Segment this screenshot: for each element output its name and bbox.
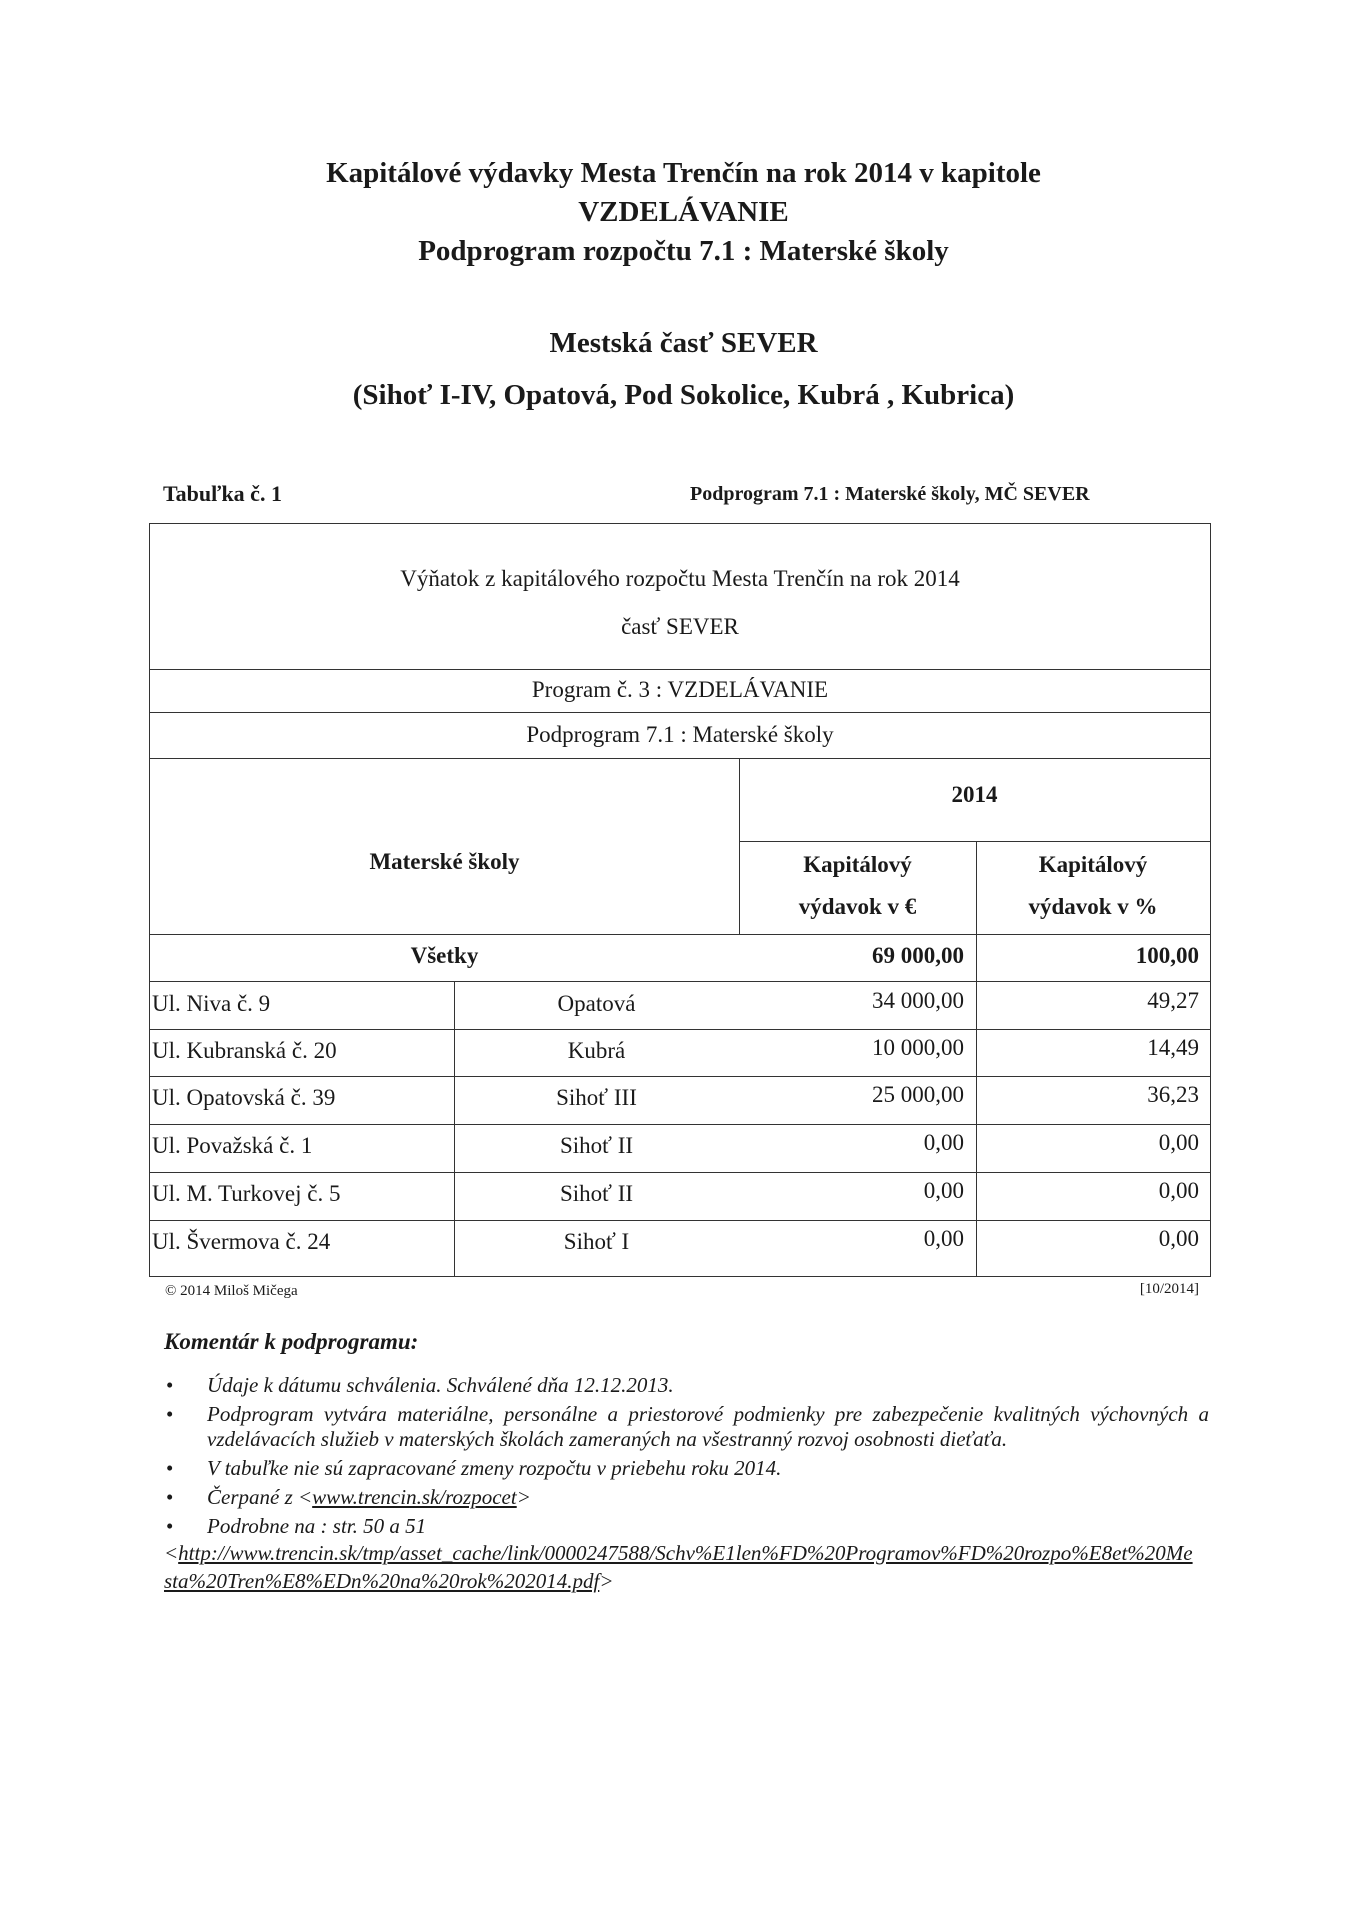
row-area: Sihoť III	[556, 1085, 637, 1110]
divider	[150, 1172, 1210, 1173]
comment-list	[164, 1373, 1209, 1595]
comment-text: Údaje k dátumu schválenia. Schválené dňa 12.12.2013.	[207, 1373, 674, 1397]
row-area: Sihoť II	[559, 1133, 634, 1158]
comment-text: V tabuľke nie sú zapracované zmeny rozpočtu v priebehu roku 2014.	[207, 1456, 782, 1480]
table-number: Tabuľka č. 1	[163, 481, 282, 506]
row-street: Ul. Kubranská č. 20	[152, 1038, 337, 1063]
header-text: Kapitálový	[803, 852, 912, 877]
budget-link[interactable]: www.trencin.sk/rozpocet	[312, 1485, 517, 1509]
divider	[150, 1029, 1210, 1030]
document-title	[0, 154, 1367, 271]
column-header-pct	[976, 844, 1210, 928]
divider	[150, 1220, 1210, 1221]
bullet-icon: •	[166, 1373, 174, 1397]
excerpt-part: časť SEVER	[621, 614, 739, 639]
copyright: © 2014 Miloš Mičega	[165, 1283, 298, 1299]
subprogram-label: Podprogram 7.1 : Materské školy, MČ SEVER	[690, 483, 1090, 505]
title-line: Podprogram rozpočtu 7.1 : Materské školy	[418, 235, 949, 267]
district-areas: (Sihoť I-IV, Opatová, Pod Sokolice, Kubrá , Kubrica)	[352, 379, 1015, 411]
row-area: Kubrá	[567, 1038, 626, 1063]
excerpt-line: Výňatok z kapitálového rozpočtu Mesta Trenčín na rok 2014	[400, 566, 960, 591]
row-eur: 0,00	[923, 1178, 964, 1203]
divider	[150, 1124, 1210, 1125]
list-item	[164, 1485, 1209, 1510]
total-pct: 100,00	[1135, 943, 1199, 968]
list-item	[164, 1402, 1209, 1452]
row-pct: 0,00	[1158, 1130, 1199, 1155]
bullet-icon: •	[166, 1514, 174, 1538]
comment-text: Čerpané z <	[207, 1485, 313, 1509]
row-street: Ul. Považská č. 1	[152, 1133, 313, 1158]
header-text: výdavok v €	[798, 894, 917, 919]
divider	[150, 712, 1210, 713]
row-eur: 25 000,00	[872, 1082, 964, 1107]
row-area: Sihoť II	[559, 1181, 634, 1206]
list-item	[164, 1514, 1209, 1539]
row-eur: 0,00	[923, 1130, 964, 1155]
row-street: Ul. Niva č. 9	[152, 991, 271, 1016]
comment-heading: Komentár k podprogramu:	[164, 1329, 419, 1354]
row-pct: 36,23	[1147, 1082, 1199, 1107]
title-line: VZDELÁVANIE	[578, 196, 789, 228]
row-eur: 34 000,00	[872, 988, 964, 1013]
divider	[150, 981, 1210, 982]
column-header-year: 2014	[951, 782, 998, 807]
total-eur: 69 000,00	[872, 943, 964, 968]
row-street: Ul. M. Turkovej č. 5	[152, 1181, 341, 1206]
divider	[150, 934, 1210, 935]
subprogram-row: Podprogram 7.1 : Materské školy	[526, 722, 834, 747]
link-bracket: <	[164, 1541, 179, 1565]
comment-text: Podprogram vytvára materiálne, personálne a priestorové podmienky pre zabezpečenie kvalitných výchovných a vzdelávacích služieb v materských školách zameraných na všestranný rozvoj osobnosti dieťaťa.	[207, 1402, 1209, 1451]
list-item	[164, 1373, 1209, 1398]
row-street: Ul. Opatovská č. 39	[152, 1085, 336, 1110]
row-eur: 10 000,00	[872, 1035, 964, 1060]
list-item	[164, 1456, 1209, 1481]
bullet-icon: •	[166, 1402, 174, 1426]
title-line: Kapitálové výdavky Mesta Trenčín na rok 2014 v kapitole	[326, 157, 1041, 189]
row-area: Opatová	[557, 991, 636, 1016]
bullet-icon: •	[166, 1456, 174, 1480]
row-pct: 14,49	[1147, 1035, 1199, 1060]
row-pct: 0,00	[1158, 1178, 1199, 1203]
divider	[150, 758, 1210, 759]
program-label: Program č. 3 : VZDELÁVANIE	[531, 677, 829, 702]
budget-table	[149, 523, 1211, 1277]
row-pct: 49,27	[1147, 988, 1199, 1013]
comment-text: Podrobne na : str. 50 a 51	[207, 1514, 427, 1538]
page-reference: [10/2014]	[1139, 1281, 1199, 1297]
row-area: Sihoť I	[563, 1229, 630, 1254]
row-street: Ul. Švermova č. 24	[152, 1229, 331, 1254]
link-bracket: >	[516, 1485, 531, 1509]
divider	[739, 841, 1210, 842]
district-name: Mestská časť SEVER	[549, 327, 818, 359]
header-text: Kapitálový	[1038, 852, 1148, 877]
bullet-icon: •	[166, 1485, 174, 1509]
pdf-link-block	[164, 1539, 1199, 1595]
column-header-eur	[739, 844, 976, 928]
link-bracket: >	[599, 1569, 614, 1593]
row-pct: 0,00	[1158, 1226, 1199, 1251]
total-label: Všetky	[410, 943, 479, 968]
divider	[150, 1076, 1210, 1077]
column-header-schools: Materské školy	[369, 849, 520, 874]
district-title	[0, 317, 1367, 421]
row-eur: 0,00	[923, 1226, 964, 1251]
pdf-link[interactable]: http://www.trencin.sk/tmp/asset_cache/link/0000247588/Schv%E1len%FD%20Programov%FD%20rozpo%E8et%20Mesta%20Tren%E8%EDn%20na%20rok%202014.pdf	[164, 1541, 1193, 1593]
header-text: výdavok v %	[1028, 894, 1158, 919]
